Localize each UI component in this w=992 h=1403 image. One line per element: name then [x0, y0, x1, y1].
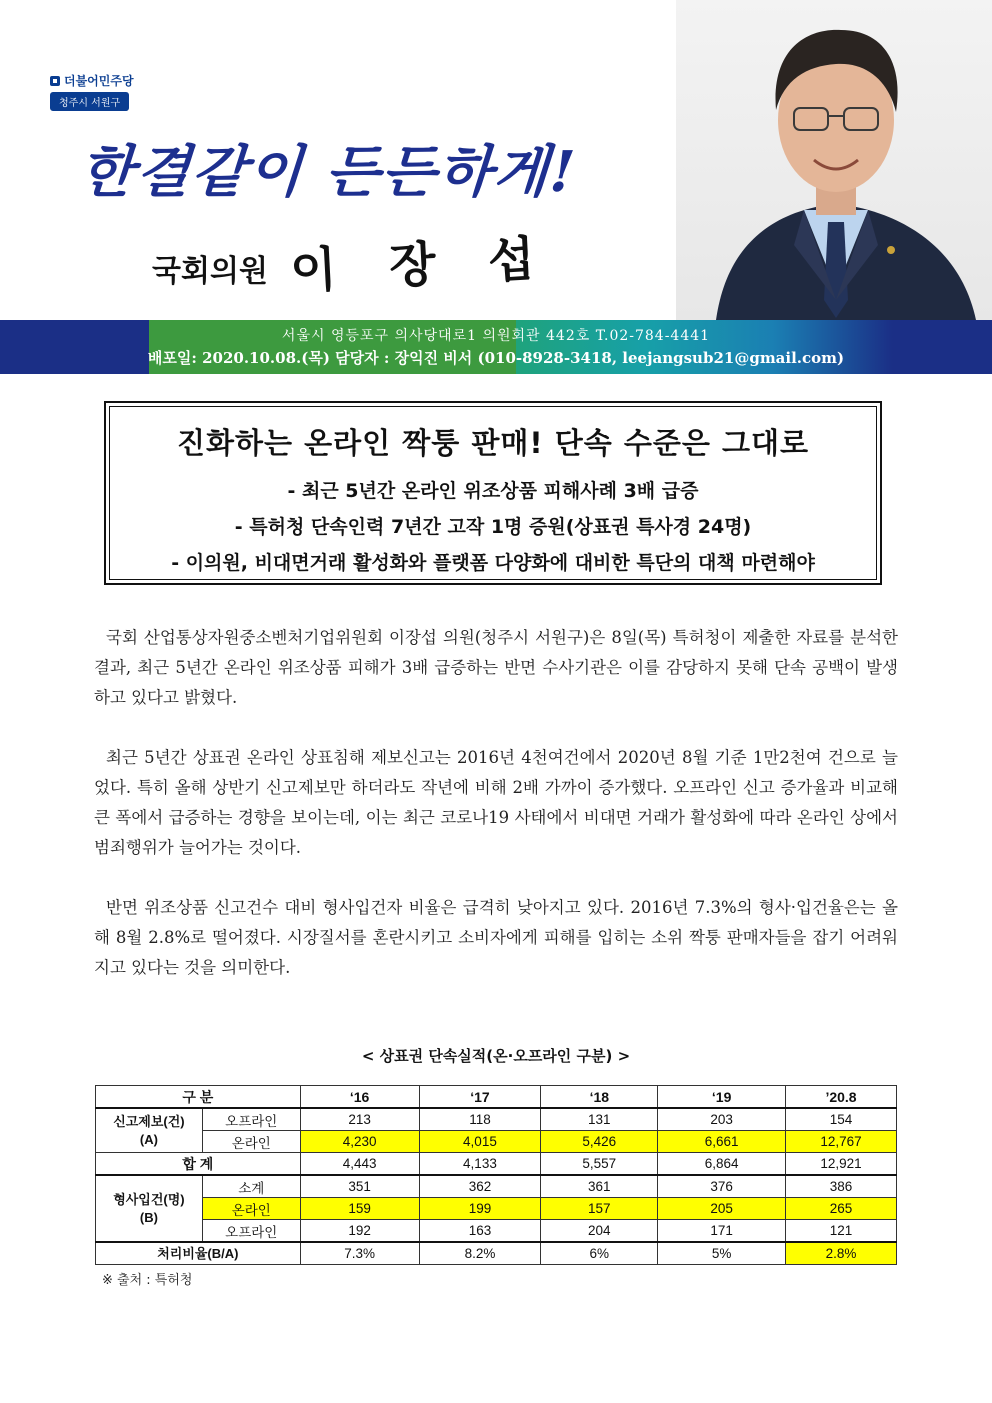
table-source: ※ 출처 : 특허청 [102, 1273, 193, 1288]
distribution-info: 배포일: 2020.10.08.(목) 담당자 : 장익진 비서 (010-8928-3418, leejangsub21@gmail.com) [147, 349, 845, 367]
table-cell: 192 [300, 1220, 419, 1243]
year-header: ‘16 [300, 1086, 419, 1109]
table-cell: 6,661 [658, 1131, 786, 1153]
table-row [96, 1108, 897, 1131]
row-label: 오프라인 [202, 1108, 300, 1131]
row-label: 온라인 [202, 1131, 300, 1153]
member-heading [152, 226, 554, 300]
paragraph-2: 최근 5년간 상표권 온라인 상표침해 제보신고는 2016년 4천여건에서 2020년 8월 기준 1만2천여 건으로 늘었다. 특히 올해 상반기 신고제보만 하더라도 작년에 비해 2배 가까이 증가했다. 오프라인 신고 증가율과 비교해 큰 폭에서 급증하는 경향을 보이는데, 이는 최근 코로나19 사태에서 비대면 거래가 활성화에 따라 온라인 상에서 범죄행위가 늘어가는 것이다. [94, 748, 898, 857]
member-portrait [676, 0, 992, 320]
table-row [96, 1153, 897, 1176]
article-body [94, 623, 898, 1013]
table-cell: 159 [300, 1198, 419, 1220]
table-cell: 5,557 [541, 1153, 658, 1176]
header-label: 구 분 [96, 1086, 301, 1109]
subheadline-2: - 특허청 단속인력 7년간 고작 1명 증원(상표권 특사경 24명) [234, 516, 752, 538]
criminal-label: 형사입건(명) (B) [96, 1175, 203, 1242]
table-cell: 213 [300, 1108, 419, 1131]
year-header: ‘18 [541, 1086, 658, 1109]
row-label: 온라인 [202, 1198, 300, 1220]
headline-box [104, 401, 882, 585]
table-row [96, 1131, 897, 1153]
table-cell: 376 [658, 1175, 786, 1198]
table-cell: 5% [658, 1242, 786, 1265]
enforcement-table [95, 1085, 897, 1265]
table-cell: 205 [658, 1198, 786, 1220]
total-label: 합 계 [96, 1153, 301, 1176]
press-header [0, 0, 992, 375]
table-cell: 8.2% [419, 1242, 541, 1265]
slogan: 한결같이 든든하게! [77, 139, 579, 205]
table-cell: 157 [541, 1198, 658, 1220]
table-row [96, 1242, 897, 1265]
table-row [96, 1220, 897, 1243]
table-cell: 203 [658, 1108, 786, 1131]
paragraph-1: 국회 산업통상자원중소벤처기업위원회 이장섭 의원(청주시 서원구)은 8일(목) 특허청이 제출한 자료를 분석한 결과, 최근 5년간 온라인 위조상품 피해가 3배 급증하는 반면 수사기관은 이를 감당하지 못해 단속 공백이 발생하고 있다고 밝혔다. [94, 628, 898, 707]
table-cell: 265 [786, 1198, 897, 1220]
member-name: 이 장 섭 [288, 230, 554, 300]
row-label: 오프라인 [202, 1220, 300, 1243]
party-logo [50, 72, 134, 111]
table-cell: 12,921 [786, 1153, 897, 1176]
table-cell: 118 [419, 1108, 541, 1131]
table-cell: 131 [541, 1108, 658, 1131]
table-cell: 4,443 [300, 1153, 419, 1176]
year-header: ‘19 [658, 1086, 786, 1109]
year-header: ’20.8 [786, 1086, 897, 1109]
table-cell: 171 [658, 1220, 786, 1243]
table-cell: 2.8% [786, 1242, 897, 1265]
headline: 진화하는 온라인 짝퉁 판매! 단속 수준은 그대로 [176, 426, 810, 460]
table-cell: 154 [786, 1108, 897, 1131]
table-cell: 7.3% [300, 1242, 419, 1265]
table-cell: 4,015 [419, 1131, 541, 1153]
table-cell: 6% [541, 1242, 658, 1265]
contact-band [0, 320, 992, 374]
table-cell: 362 [419, 1175, 541, 1198]
table-cell: 361 [541, 1175, 658, 1198]
portrait-illustration [676, 0, 992, 320]
table-row [96, 1175, 897, 1198]
table-cell: 386 [786, 1175, 897, 1198]
party-region: 청주시 서원구 [50, 92, 129, 111]
party-mark-icon [50, 76, 60, 86]
paragraph-3: 반면 위조상품 신고건수 대비 형사입건자 비율은 급격히 낮아지고 있다. 2016년 7.3%의 형사·입건율은는 올해 8월 2.8%로 떨어졌다. 시장질서를 혼란시키고 소비자에게 피해를 입히는 소위 짝퉁 판매자들을 잡기 어려워 지고 있다는 것을 의미한다. [94, 898, 898, 977]
table-cell: 4,230 [300, 1131, 419, 1153]
office-address: 서울시 영등포구 의사당대로1 의원회관 442호 T.02-784-4441 [281, 328, 711, 344]
table-cell: 351 [300, 1175, 419, 1198]
table-cell: 6,864 [658, 1153, 786, 1176]
table-cell: 163 [419, 1220, 541, 1243]
ratio-label: 처리비율(B/A) [96, 1242, 301, 1265]
report-label: 신고제보(건) (A) [96, 1108, 203, 1153]
table-cell: 5,426 [541, 1131, 658, 1153]
table-cell: 204 [541, 1220, 658, 1243]
table-cell: 199 [419, 1198, 541, 1220]
year-header: ‘17 [419, 1086, 541, 1109]
table-title: < 상표권 단속실적(온·오프라인 구분) > [361, 1047, 631, 1065]
table-cell: 12,767 [786, 1131, 897, 1153]
table-row [96, 1198, 897, 1220]
member-title: 국회의원 [152, 254, 268, 289]
table-header-row [96, 1086, 897, 1109]
table-cell: 4,133 [419, 1153, 541, 1176]
row-label: 소계 [202, 1175, 300, 1198]
table-cell: 121 [786, 1220, 897, 1243]
subheadline-1: - 최근 5년간 온라인 위조상품 피해사례 3배 급증 [287, 480, 699, 502]
party-name: 더불어민주당 [64, 74, 134, 88]
subheadline-3: - 이의원, 비대면거래 활성화와 플랫폼 다양화에 대비한 특단의 대책 마련해야 [171, 552, 815, 574]
